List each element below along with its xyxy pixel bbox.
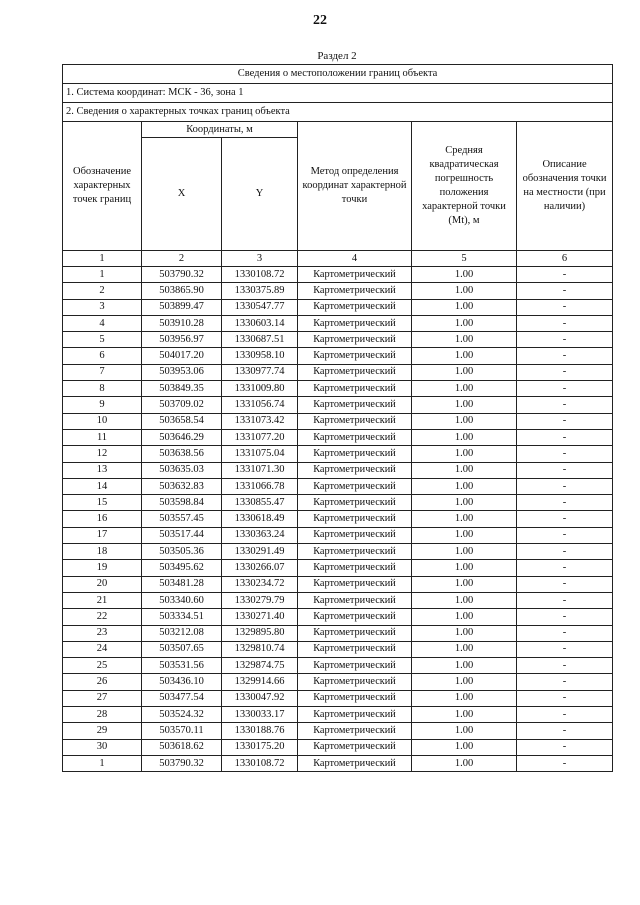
point-id-cell: 1: [63, 755, 142, 771]
error-cell: 1.00: [412, 527, 517, 543]
error-cell: 1.00: [412, 609, 517, 625]
y-coordinate-cell: 1330603.14: [222, 315, 298, 331]
point-id-cell: 27: [63, 690, 142, 706]
table-row: [63, 478, 613, 494]
header-y: Y: [222, 138, 298, 251]
x-coordinate-cell: 503557.45: [142, 511, 222, 527]
table-row: [63, 495, 613, 511]
point-id-cell: 23: [63, 625, 142, 641]
description-cell: -: [517, 641, 613, 657]
y-coordinate-cell: 1331009.80: [222, 381, 298, 397]
description-cell: -: [517, 625, 613, 641]
table-row: [63, 641, 613, 657]
x-coordinate-cell: 503910.28: [142, 315, 222, 331]
table-row: [63, 658, 613, 674]
description-cell: -: [517, 413, 613, 429]
error-cell: 1.00: [412, 690, 517, 706]
y-coordinate-cell: 1330687.51: [222, 332, 298, 348]
error-cell: 1.00: [412, 755, 517, 771]
error-cell: 1.00: [412, 592, 517, 608]
table-row: [63, 755, 613, 771]
table-row: [63, 527, 613, 543]
method-cell: Картометрический: [298, 446, 412, 462]
point-id-cell: 8: [63, 381, 142, 397]
point-id-cell: 28: [63, 707, 142, 723]
x-coordinate-cell: 503618.62: [142, 739, 222, 755]
page-number: 22: [313, 13, 327, 28]
description-cell: -: [517, 511, 613, 527]
method-cell: Картометрический: [298, 511, 412, 527]
y-coordinate-cell: 1330175.20: [222, 739, 298, 755]
method-cell: Картометрический: [298, 576, 412, 592]
point-id-cell: 14: [63, 478, 142, 494]
error-cell: 1.00: [412, 397, 517, 413]
method-cell: Картометрический: [298, 674, 412, 690]
method-cell: Картометрический: [298, 544, 412, 560]
method-cell: Картометрический: [298, 283, 412, 299]
method-cell: Картометрический: [298, 641, 412, 657]
y-coordinate-cell: 1330291.49: [222, 544, 298, 560]
error-cell: 1.00: [412, 723, 517, 739]
y-coordinate-cell: 1330977.74: [222, 364, 298, 380]
table-row: [63, 609, 613, 625]
y-coordinate-cell: 1329874.75: [222, 658, 298, 674]
table-row: [63, 267, 613, 283]
column-number: 5: [412, 251, 517, 267]
table-row: [63, 560, 613, 576]
y-coordinate-cell: 1331056.74: [222, 397, 298, 413]
method-cell: Картометрический: [298, 609, 412, 625]
error-cell: 1.00: [412, 413, 517, 429]
method-cell: Картометрический: [298, 478, 412, 494]
x-coordinate-cell: 503790.32: [142, 755, 222, 771]
x-coordinate-cell: 503790.32: [142, 267, 222, 283]
description-cell: -: [517, 381, 613, 397]
y-coordinate-cell: 1329810.74: [222, 641, 298, 657]
x-coordinate-cell: 503638.56: [142, 446, 222, 462]
x-coordinate-cell: 503570.11: [142, 723, 222, 739]
error-cell: 1.00: [412, 462, 517, 478]
description-cell: -: [517, 348, 613, 364]
method-cell: Картометрический: [298, 755, 412, 771]
table-row: [63, 332, 613, 348]
description-cell: -: [517, 658, 613, 674]
x-coordinate-cell: 503635.03: [142, 462, 222, 478]
table-row: [63, 674, 613, 690]
x-coordinate-cell: 503507.65: [142, 641, 222, 657]
y-coordinate-cell: 1330266.07: [222, 560, 298, 576]
method-cell: Картометрический: [298, 299, 412, 315]
x-coordinate-cell: 504017.20: [142, 348, 222, 364]
method-cell: Картометрический: [298, 592, 412, 608]
method-cell: Картометрический: [298, 739, 412, 755]
y-coordinate-cell: 1330855.47: [222, 495, 298, 511]
table-row: [63, 739, 613, 755]
header-description: Описание обозначения точки на местности (при наличии): [517, 122, 613, 251]
description-cell: -: [517, 707, 613, 723]
x-coordinate-cell: 503212.08: [142, 625, 222, 641]
table-row: [63, 397, 613, 413]
x-coordinate-cell: 503495.62: [142, 560, 222, 576]
y-coordinate-cell: 1331077.20: [222, 429, 298, 445]
error-cell: 1.00: [412, 576, 517, 592]
description-cell: -: [517, 674, 613, 690]
method-cell: Картометрический: [298, 658, 412, 674]
point-id-cell: 5: [63, 332, 142, 348]
x-coordinate-cell: 503598.84: [142, 495, 222, 511]
point-id-cell: 10: [63, 413, 142, 429]
description-cell: -: [517, 755, 613, 771]
column-number: 2: [142, 251, 222, 267]
method-cell: Картометрический: [298, 364, 412, 380]
x-coordinate-cell: 503517.44: [142, 527, 222, 543]
table-row: [63, 348, 613, 364]
table-row: [63, 315, 613, 331]
description-cell: -: [517, 723, 613, 739]
x-coordinate-cell: 503849.35: [142, 381, 222, 397]
error-cell: 1.00: [412, 332, 517, 348]
error-cell: 1.00: [412, 560, 517, 576]
description-cell: -: [517, 462, 613, 478]
error-cell: 1.00: [412, 739, 517, 755]
y-coordinate-cell: 1330033.17: [222, 707, 298, 723]
method-cell: Картометрический: [298, 625, 412, 641]
y-coordinate-cell: 1330958.10: [222, 348, 298, 364]
x-coordinate-cell: 503334.51: [142, 609, 222, 625]
table-row: [63, 283, 613, 299]
point-id-cell: 24: [63, 641, 142, 657]
x-coordinate-cell: 503524.32: [142, 707, 222, 723]
y-coordinate-cell: 1330363.24: [222, 527, 298, 543]
column-numbers-row: [63, 251, 613, 267]
error-cell: 1.00: [412, 625, 517, 641]
header-error: Средняя квадратическая погрешность положения характерной точки (Mt), м: [412, 122, 517, 251]
column-number: 3: [222, 251, 298, 267]
error-cell: 1.00: [412, 674, 517, 690]
error-cell: 1.00: [412, 707, 517, 723]
y-coordinate-cell: 1331073.42: [222, 413, 298, 429]
error-cell: 1.00: [412, 658, 517, 674]
error-cell: 1.00: [412, 478, 517, 494]
y-coordinate-cell: 1330108.72: [222, 267, 298, 283]
point-id-cell: 19: [63, 560, 142, 576]
description-cell: -: [517, 576, 613, 592]
table-row: [63, 364, 613, 380]
x-coordinate-cell: 503505.36: [142, 544, 222, 560]
x-coordinate-cell: 503709.02: [142, 397, 222, 413]
point-id-cell: 20: [63, 576, 142, 592]
y-coordinate-cell: 1330279.79: [222, 592, 298, 608]
description-cell: -: [517, 592, 613, 608]
table-row: [63, 690, 613, 706]
header-x: X: [142, 138, 222, 251]
point-id-cell: 21: [63, 592, 142, 608]
table-row: [63, 429, 613, 445]
x-coordinate-cell: 503481.28: [142, 576, 222, 592]
header-coordinates: Координаты, м: [142, 122, 298, 138]
description-cell: -: [517, 397, 613, 413]
point-id-cell: 15: [63, 495, 142, 511]
method-cell: Картометрический: [298, 429, 412, 445]
method-cell: Картометрический: [298, 381, 412, 397]
y-coordinate-cell: 1330234.72: [222, 576, 298, 592]
y-coordinate-cell: 1330547.77: [222, 299, 298, 315]
x-coordinate-cell: 503646.29: [142, 429, 222, 445]
description-cell: -: [517, 495, 613, 511]
error-cell: 1.00: [412, 446, 517, 462]
description-cell: -: [517, 527, 613, 543]
point-id-cell: 4: [63, 315, 142, 331]
method-cell: Картометрический: [298, 690, 412, 706]
table-row: [63, 446, 613, 462]
table-row: [63, 723, 613, 739]
y-coordinate-cell: 1330188.76: [222, 723, 298, 739]
description-cell: -: [517, 429, 613, 445]
table-row: [63, 381, 613, 397]
table-row: [63, 576, 613, 592]
x-coordinate-cell: 503477.54: [142, 690, 222, 706]
description-cell: -: [517, 609, 613, 625]
x-coordinate-cell: 503865.90: [142, 283, 222, 299]
method-cell: Картометрический: [298, 560, 412, 576]
section-label: Раздел 2: [317, 50, 357, 62]
error-cell: 1.00: [412, 495, 517, 511]
error-cell: 1.00: [412, 381, 517, 397]
error-cell: 1.00: [412, 544, 517, 560]
method-cell: Картометрический: [298, 332, 412, 348]
column-number: 1: [63, 251, 142, 267]
method-cell: Картометрический: [298, 527, 412, 543]
table-row: [63, 707, 613, 723]
point-id-cell: 3: [63, 299, 142, 315]
method-cell: Картометрический: [298, 267, 412, 283]
point-id-cell: 1: [63, 267, 142, 283]
description-cell: -: [517, 364, 613, 380]
point-id-cell: 26: [63, 674, 142, 690]
description-cell: -: [517, 299, 613, 315]
error-cell: 1.00: [412, 348, 517, 364]
x-coordinate-cell: 503953.06: [142, 364, 222, 380]
y-coordinate-cell: 1330108.72: [222, 755, 298, 771]
point-id-cell: 29: [63, 723, 142, 739]
description-cell: -: [517, 332, 613, 348]
point-id-cell: 6: [63, 348, 142, 364]
boundary-points-table: [62, 64, 613, 772]
x-coordinate-cell: 503658.54: [142, 413, 222, 429]
table-title: Сведения о местоположении границ объекта: [63, 65, 613, 84]
method-cell: Картометрический: [298, 723, 412, 739]
column-number: 6: [517, 251, 613, 267]
x-coordinate-cell: 503340.60: [142, 592, 222, 608]
point-id-cell: 17: [63, 527, 142, 543]
header-method: Метод определения координат характерной точки: [298, 122, 412, 251]
description-cell: -: [517, 267, 613, 283]
y-coordinate-cell: 1329895.80: [222, 625, 298, 641]
description-cell: -: [517, 690, 613, 706]
point-id-cell: 12: [63, 446, 142, 462]
point-id-cell: 16: [63, 511, 142, 527]
table-row: [63, 413, 613, 429]
description-cell: -: [517, 446, 613, 462]
point-id-cell: 11: [63, 429, 142, 445]
point-id-cell: 13: [63, 462, 142, 478]
error-cell: 1.00: [412, 299, 517, 315]
table-row: [63, 511, 613, 527]
description-cell: -: [517, 478, 613, 494]
description-cell: -: [517, 544, 613, 560]
y-coordinate-cell: 1331071.30: [222, 462, 298, 478]
x-coordinate-cell: 503436.10: [142, 674, 222, 690]
error-cell: 1.00: [412, 364, 517, 380]
y-coordinate-cell: 1331066.78: [222, 478, 298, 494]
points-section-row: 2. Сведения о характерных точках границ объекта: [63, 103, 613, 122]
x-coordinate-cell: 503531.56: [142, 658, 222, 674]
method-cell: Картометрический: [298, 397, 412, 413]
y-coordinate-cell: 1329914.66: [222, 674, 298, 690]
coord-system-row: 1. Система координат: МСК - 36, зона 1: [63, 84, 613, 103]
table-row: [63, 544, 613, 560]
point-id-cell: 9: [63, 397, 142, 413]
y-coordinate-cell: 1331075.04: [222, 446, 298, 462]
description-cell: -: [517, 283, 613, 299]
y-coordinate-cell: 1330375.89: [222, 283, 298, 299]
error-cell: 1.00: [412, 283, 517, 299]
column-number: 4: [298, 251, 412, 267]
description-cell: -: [517, 315, 613, 331]
method-cell: Картометрический: [298, 707, 412, 723]
error-cell: 1.00: [412, 267, 517, 283]
method-cell: Картометрический: [298, 495, 412, 511]
y-coordinate-cell: 1330271.40: [222, 609, 298, 625]
point-id-cell: 7: [63, 364, 142, 380]
error-cell: 1.00: [412, 641, 517, 657]
x-coordinate-cell: 503632.83: [142, 478, 222, 494]
x-coordinate-cell: 503899.47: [142, 299, 222, 315]
table-row: [63, 625, 613, 641]
table-row: [63, 299, 613, 315]
x-coordinate-cell: 503956.97: [142, 332, 222, 348]
header-designation: Обозначение характерных точек границ: [63, 122, 142, 251]
point-id-cell: 25: [63, 658, 142, 674]
point-id-cell: 18: [63, 544, 142, 560]
method-cell: Картометрический: [298, 462, 412, 478]
point-id-cell: 22: [63, 609, 142, 625]
point-id-cell: 30: [63, 739, 142, 755]
description-cell: -: [517, 739, 613, 755]
method-cell: Картометрический: [298, 413, 412, 429]
table-row: [63, 462, 613, 478]
table-row: [63, 592, 613, 608]
error-cell: 1.00: [412, 315, 517, 331]
description-cell: -: [517, 560, 613, 576]
y-coordinate-cell: 1330047.92: [222, 690, 298, 706]
error-cell: 1.00: [412, 429, 517, 445]
method-cell: Картометрический: [298, 315, 412, 331]
method-cell: Картометрический: [298, 348, 412, 364]
error-cell: 1.00: [412, 511, 517, 527]
point-id-cell: 2: [63, 283, 142, 299]
y-coordinate-cell: 1330618.49: [222, 511, 298, 527]
